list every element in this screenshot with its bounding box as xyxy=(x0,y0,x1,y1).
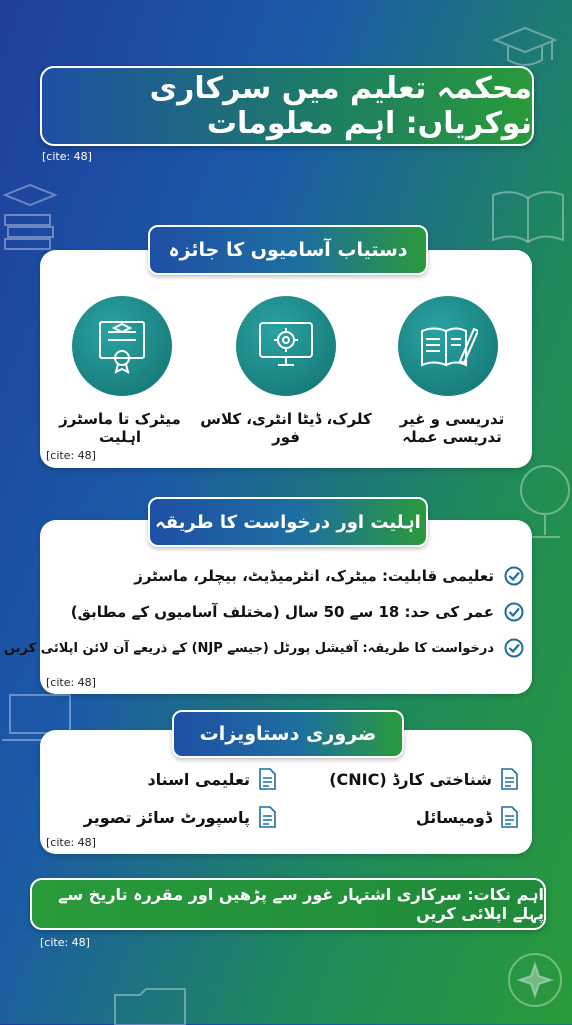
document-icon xyxy=(500,806,518,828)
document-text: شناختی کارڈ (CNIC) xyxy=(329,769,492,789)
posts-heading: دستیاب آسامیوں کا جائزہ xyxy=(148,225,428,275)
eligibility-heading: اہلیت اور درخواست کا طریقہ xyxy=(148,497,428,547)
eligibility-item xyxy=(134,566,524,586)
certificate-icon xyxy=(94,318,150,374)
document-text: ڈومیسائل xyxy=(415,807,492,827)
document-icon xyxy=(258,768,276,790)
posts-label-1: تدریسی و غیر تدریسی عملہ xyxy=(399,410,505,446)
tip-box xyxy=(30,878,546,930)
posts-label-2: کلرک، ڈیٹا انٹری، کلاس فور xyxy=(200,410,372,446)
document-item xyxy=(84,806,276,828)
check-circle-icon xyxy=(504,566,524,586)
open-book-icon xyxy=(488,180,568,250)
posts-icon-3 xyxy=(72,296,172,396)
page-title-box xyxy=(40,66,534,146)
document-item xyxy=(329,768,518,790)
document-icon xyxy=(500,768,518,790)
eligibility-citation: [cite: 48] xyxy=(46,676,96,689)
folder-icon xyxy=(110,985,190,1025)
document-text: پاسپورٹ سائز تصویر xyxy=(83,807,250,827)
tip-text: اہم نکات: سرکاری اشتہار غور سے پڑھیں اور مقررہ تاریخ سے پہلے اپلائی کریں xyxy=(58,885,544,923)
posts-label-3: میٹرک تا ماسٹرز اہلیت xyxy=(59,410,181,446)
check-circle-icon xyxy=(504,638,524,658)
computer-gear-icon xyxy=(256,319,316,373)
eligibility-text: درخواست کا طریقہ: آفیشل پورٹل (جیسے NJP) کے ذریعے آن لائن اپلائی کریں xyxy=(3,640,494,656)
documents-citation: [cite: 48] xyxy=(46,836,96,849)
eligibility-item xyxy=(4,638,524,658)
tip-citation: [cite: 48] xyxy=(40,936,90,949)
posts-icon-1 xyxy=(398,296,498,396)
eligibility-text: عمر کی حد: 18 سے 50 سال (مختلف آسامیوں کے مطابق) xyxy=(70,603,494,621)
book-pencil-icon xyxy=(418,321,478,371)
posts-icon-2 xyxy=(236,296,336,396)
eligibility-item xyxy=(71,602,524,622)
document-icon xyxy=(258,806,276,828)
page-title: محکمہ تعلیم میں سرکاری نوکریاں: اہم معلومات xyxy=(149,71,532,141)
check-circle-icon xyxy=(504,602,524,622)
books-icon xyxy=(0,170,60,250)
posts-citation: [cite: 48] xyxy=(46,449,96,462)
documents-heading: ضروری دستاویزات xyxy=(172,710,404,758)
sparkle-icon xyxy=(505,950,565,1010)
document-text: تعلیمی اسناد xyxy=(147,769,250,789)
document-item xyxy=(147,768,276,790)
document-item xyxy=(416,806,518,828)
eligibility-text: تعلیمی قابلیت: میٹرک، انٹرمیڈیٹ، بیچلر، ماسٹرز xyxy=(134,567,494,585)
title-citation: [cite: 48] xyxy=(42,150,92,163)
